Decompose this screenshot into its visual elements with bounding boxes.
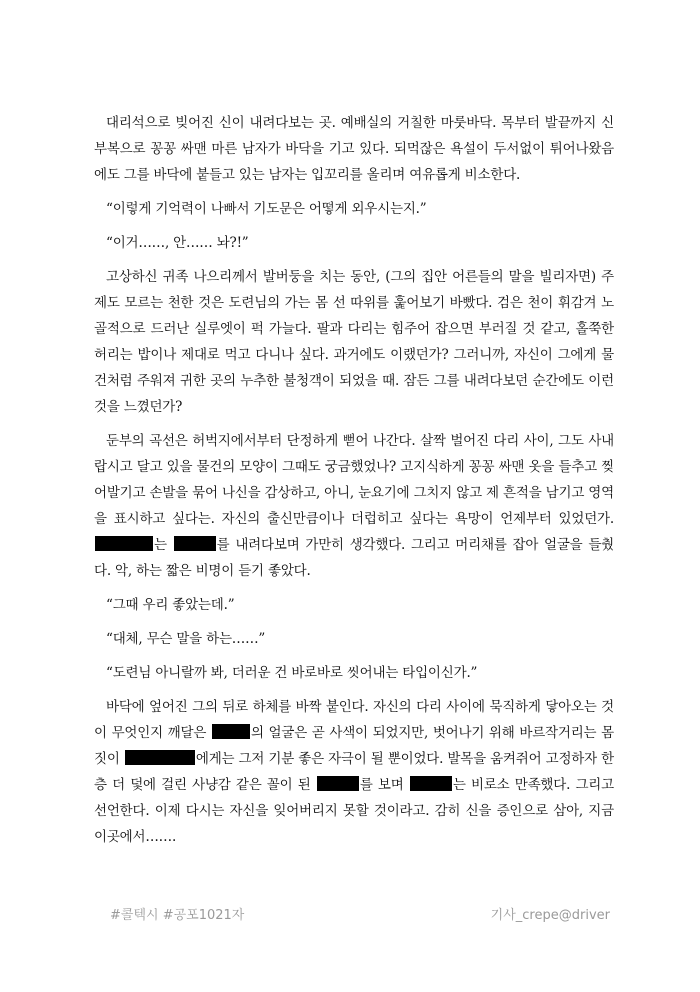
- paragraph-text: 고상하신 귀족 나으리께서 발버둥을 치는 동안, (그의 집안 어른들의 말을 빌리자면) 주제도 모르는 천한 것은 도련님의 가는 몸 선 따위를 훑어보기 바빴다. 검은 천이 휘감겨 노골적으로 드러난 실루엣이 퍽 가늘다. 팔과 다리는 힘주어 잡으면 부러질 것 같고, 홀쭉한 허리는 밥이나 제대로 먹고 다니나 싶다. 과거에도 이랬던가? 그러니까, 자신이 그에게 물건처럼 주워져 귀한 곳의 누추한 불청객이 되었을 때. 잠든 그를 내려다보던 순간에도 이런 것을 느꼈던가?: [94, 269, 614, 415]
- dialogue-1: [94, 196, 614, 222]
- redaction-bar: [212, 724, 250, 739]
- redaction-bar: [410, 776, 452, 791]
- paragraph-1: [94, 110, 614, 188]
- paragraph-text: 대리석으로 빚어진 신이 내려다보는 곳. 예배실의 거칠한 마룻바닥. 목부터 발끝까지 신부복으로 꽁꽁 싸맨 마른 남자가 바닥을 기고 있다. 되먹잖은 욕설이 두서없이 튀어나왔음에도 그를 바닥에 붙들고 있는 남자는 입꼬리를 올리며 여유롭게 비소한다.: [94, 115, 614, 183]
- dialogue-text: “이거……, 안…… 놔?!”: [106, 235, 249, 251]
- paragraph-text: 바닥에 엎어진 그의 뒤로 하체를 바짝 붙인다. 자신의 다리 사이에 묵직하게 닿아오는 것이 무엇인지 깨달은: [94, 699, 614, 741]
- dialogue-5: [94, 660, 614, 686]
- paragraph-text: 는: [154, 537, 173, 553]
- dialogue-2: [94, 230, 614, 256]
- dialogue-text: “도련님 아니랄까 봐, 더러운 건 바로바로 씻어내는 타입이신가.”: [106, 665, 478, 681]
- dialogue-text: “대체, 무슨 말을 하는……”: [106, 631, 266, 647]
- dialogue-text: “이렇게 기억력이 나빠서 기도문은 어떻게 외우시는지.”: [106, 201, 427, 217]
- paragraph-text: 둔부의 곡선은 허벅지에서부터 단정하게 뻗어 나간다. 살짝 벌어진 다리 사이, 그도 사내랍시고 달고 있을 물건의 모양이 그때도 궁금했었나? 고지식하게 꽁꽁 싸맨 옷을 들추고 찢어발기고 손발을 묶어 나신을 감상하고, 아니, 눈요기에 그치지 않고 제 흔적을 남기고 영역을 표시하고 싶다는. 자신의 출신만큼이나 더럽히고 싶다는 욕망이 언제부터 있었던가.: [94, 433, 614, 527]
- redaction-bar: [125, 750, 195, 765]
- dialogue-4: [94, 626, 614, 652]
- paragraph-3: [94, 428, 614, 584]
- dialogue-text: “그때 우리 좋았는데.”: [106, 597, 235, 613]
- paragraph-text: 는 비로소 만족했다. 그리고 선언한다. 이제 다시는 자신을 잊어버리지 못할 것이라고. 감히 신을 증인으로 삼아, 지금 이곳에서…….: [94, 777, 614, 845]
- paragraph-4: [94, 694, 614, 850]
- paragraph-text: 에게는 그저 기분 좋은 자극이 될 뿐이었다. 발목을 움켜쥐어 고정하자 한층 더 덫에 걸린 사냥감 같은 꼴이 된: [94, 751, 614, 793]
- redaction-bar: [95, 536, 153, 551]
- redaction-bar: [317, 776, 359, 791]
- hashtags: #콜텍시 #공포1021자: [110, 908, 245, 923]
- paragraph-text: 를 내려다보며 가만히 생각했다. 그리고 머리채를 잡아 얼굴을 들췄다. 악, 하는 짧은 비명이 듣기 좋았다.: [94, 537, 615, 579]
- paragraph-text: 의 얼굴은 곧 사색이 되었지만, 벗어나기 위해 바르작거리는 몸짓이: [94, 725, 614, 767]
- redaction-bar: [174, 536, 216, 551]
- story-body: [94, 110, 614, 858]
- paragraph-2: [94, 264, 614, 420]
- dialogue-3: [94, 592, 614, 618]
- author-credit: 기사_crepe@driver: [490, 908, 610, 923]
- paragraph-text: 를 보며: [359, 777, 409, 793]
